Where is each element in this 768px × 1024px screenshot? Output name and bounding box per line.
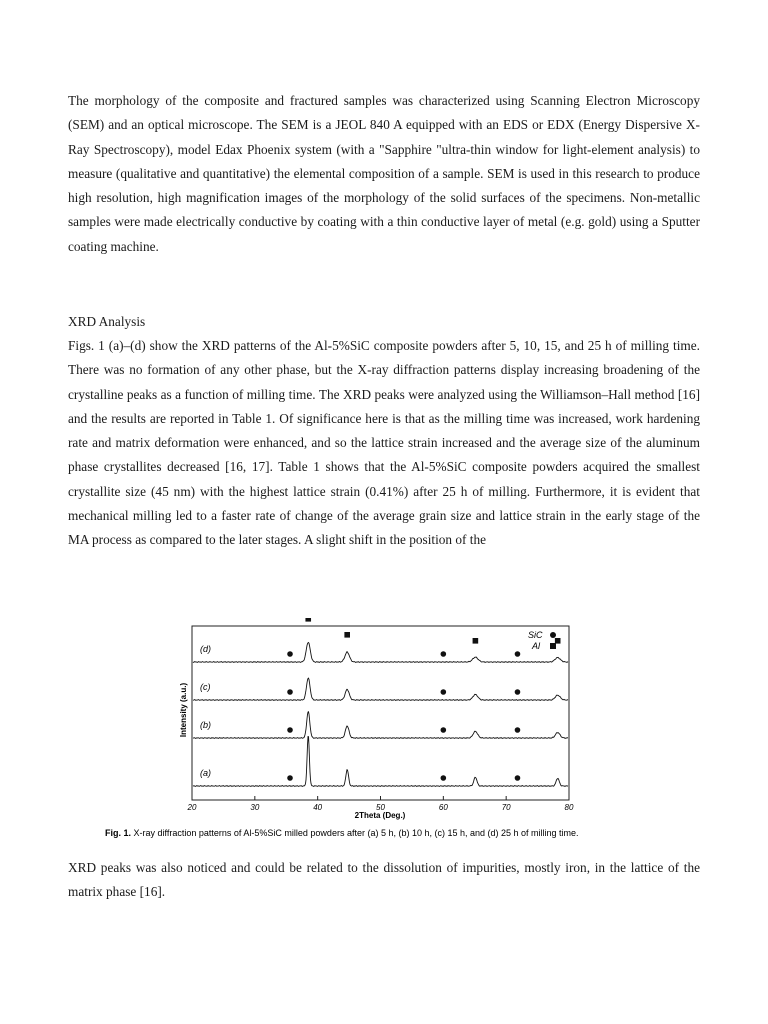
paragraph-xrd: Figs. 1 (a)–(d) show the XRD patterns of the Al-5%SiC composite powders after 5, 10, 15, and 25 h of milling time. There was no formation of any other phase, but the X-ray diffraction patterns display increasing broadening of the crystalline peaks as a function of milling time. The XRD peaks were analyzed using the Williamson–Hall method [16] and the results are reported in Table 1. Of significance here is that as the milling time was increased, work hardening rate and matrix deformation were enhanced, and so the lattice strain increased and the average size of the aluminum phase crystallites decreased [16, 17]. Table 1 shows that the Al-5%SiC composite powders acquired the smallest crystallite size (45 nm) with the highest lattice strain (0.41%) after 25 h of milling. Furthermore, it is evident that mechanical milling led to a faster rate of change of the average grain size and lattice strain in the early stage of the MA process as compared to the later stages. A slight shift in the position of the (68, 338, 700, 548)
al-peak-marker (344, 632, 350, 638)
legend-sic-label: SiC (528, 630, 543, 640)
x-tick-label: 70 (501, 803, 511, 812)
paragraph-end: XRD peaks was also noticed and could be related to the dissolution of impurities, mostly iron, in the lattice of the matrix phase [16]. (68, 860, 700, 900)
legend-sic-marker (550, 632, 556, 638)
x-tick-label: 50 (376, 803, 385, 812)
series-label: (a) (200, 768, 211, 778)
series-label: (d) (200, 644, 211, 654)
x-tick-label: 60 (438, 803, 448, 812)
al-peak-marker (555, 638, 561, 644)
series-line-1 (193, 643, 568, 663)
y-axis-label: Intensity (a.u.) (179, 682, 188, 738)
series-line-4 (193, 737, 568, 787)
sic-peak-marker (515, 727, 521, 733)
al-peak-marker (305, 618, 311, 622)
sic-peak-marker (515, 651, 521, 657)
x-tick-label: 80 (564, 803, 574, 812)
section-title: XRD Analysis (68, 314, 146, 329)
legend-al-marker (550, 643, 556, 649)
xrd-chart (100, 618, 680, 850)
series-label: (c) (200, 682, 211, 692)
sic-peak-marker (287, 651, 293, 657)
x-axis-label: 2Theta (Deg.) (354, 811, 406, 820)
sic-peak-marker (441, 727, 447, 733)
sic-peak-marker (441, 775, 447, 781)
figure-caption: Fig. 1. X-ray diffraction patterns of Al-5%SiC milled powders after (a) 5 h, (b) 10 h, (c) 15 h, and (d) 25 h of milling time. (105, 828, 579, 838)
x-tick-label: 30 (250, 803, 260, 812)
x-tick-label: 20 (187, 803, 197, 812)
sic-peak-marker (515, 775, 521, 781)
al-peak-marker (473, 638, 479, 644)
x-tick-label: 40 (313, 803, 323, 812)
series-line-3 (193, 712, 568, 739)
sic-peak-marker (287, 727, 293, 733)
sic-peak-marker (515, 689, 521, 695)
legend-al-label: Al (532, 641, 541, 651)
sic-peak-marker (287, 689, 293, 695)
sic-peak-marker (287, 775, 293, 781)
plot-frame (192, 626, 569, 800)
sic-peak-marker (441, 689, 447, 695)
figure-xrd (100, 618, 680, 850)
sic-peak-marker (441, 651, 447, 657)
series-line-2 (193, 678, 568, 700)
paragraph-sem: The morphology of the composite and fractured samples was characterized using Scanning Electron Microscopy (SEM) and an optical microscope. The SEM is a JEOL 840 A equipped with an EDS or EDX (Energy Dispersive X-Ray Spectroscopy), model Edax Phoenix system (with a "Sapphire "ultra-thin window for light-element analysis) to measure (qualitative and quantitative) the elemental composition of a sample. SEM is used in this research to produce high resolution, high magnification images of the morphology of the solid surfaces of the specimens. Non-metallic samples were made electrically conductive by coating with a thin conductive layer of metal (e.g. gold) using a Sputter coating machine. (68, 93, 700, 254)
series-label: (b) (200, 720, 211, 730)
